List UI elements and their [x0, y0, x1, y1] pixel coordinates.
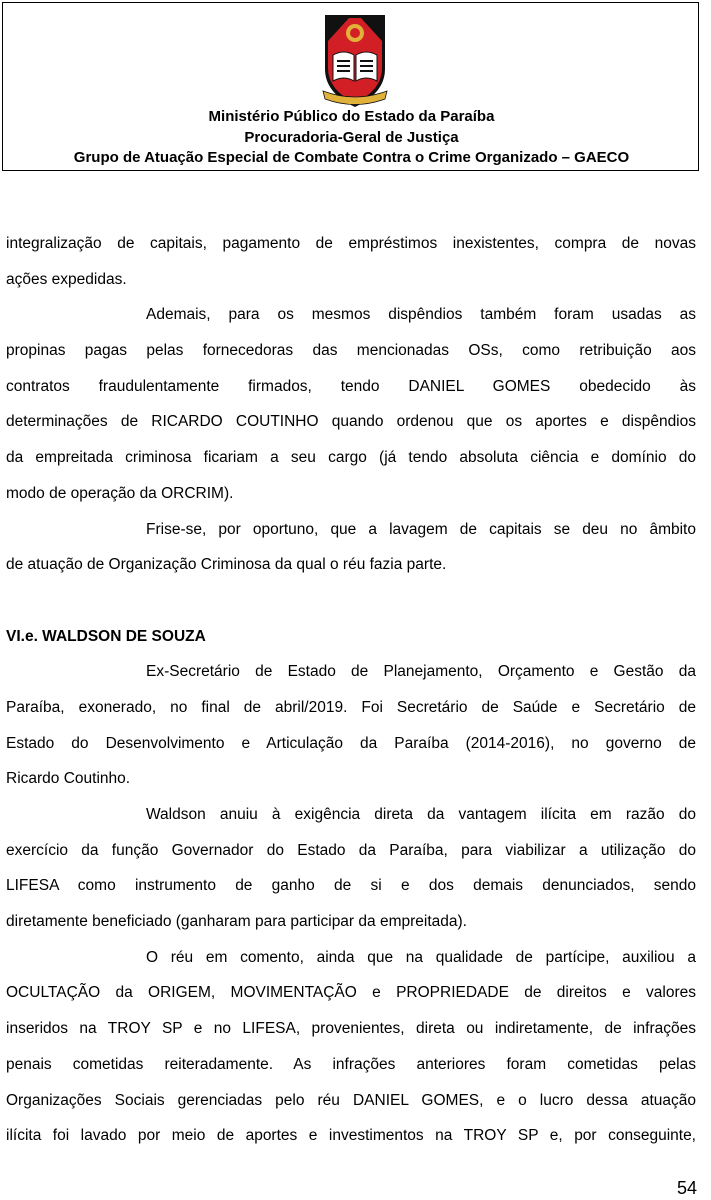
body-line: de atuação de Organização Criminosa da qual o réu fazia parte. [6, 556, 447, 574]
paragraph-start-line: Ademais, para os mesmos dispêndios também foram usadas as [146, 306, 696, 324]
body-line: propinas pagas pelas fornecedoras das mencionadas OSs, como retribuição aos [6, 342, 696, 360]
body-line: Organizações Sociais gerenciadas pelo réu DANIEL GOMES, e o lucro dessa atuação [6, 1091, 696, 1109]
body-line: contratos fraudulentamente firmados, tendo DANIEL GOMES obedecido às [6, 377, 696, 395]
body-line: integralização de capitais, pagamento de empréstimos inexistentes, compra de novas [6, 235, 696, 252]
body-line: LIFESA como instrumento de ganho de si e dos demais denunciados, sendo [6, 877, 696, 895]
letterhead [2, 2, 699, 171]
paragraph-start-line: Frise-se, por oportuno, que a lavagem de capitais se deu no âmbito [146, 520, 696, 538]
paragraph-start-line: Ex-Secretário de Estado de Planejamento, Orçamento e Gestão da [146, 663, 696, 681]
body-line: OCULTAÇÃO da ORIGEM, MOVIMENTAÇÃO e PROPRIEDADE de direitos e valores [6, 984, 696, 1002]
letterhead-gaeco: Grupo de Atuação Especial de Combate Contra o Crime Organizado – GAECO [73, 149, 630, 166]
page-number: 54 [676, 1178, 697, 1198]
body-line: ilícita foi lavado por meio de aportes e investimentos na TROY SP e, por conseguinte, [6, 1127, 696, 1145]
body-line: Estado do Desenvolvimento e Articulação da Paraíba (2014-2016), no governo de [6, 734, 696, 752]
body-line: ações expedidas. [6, 270, 127, 288]
body-line: inseridos na TROY SP e no LIFESA, provenientes, direta ou indiretamente, de infrações [6, 1020, 696, 1038]
ministry-emblem-icon [319, 11, 391, 111]
body-line: determinações de RICARDO COUTINHO quando ordenou que os aportes e dispêndios [6, 413, 696, 431]
paragraph-start-line: O réu em comento, ainda que na qualidade de partícipe, auxiliou a [146, 948, 696, 966]
paragraph-start-line: Waldson anuiu à exigência direta da vantagem ilícita em razão do [146, 806, 696, 823]
body-line: modo de operação da ORCRIM). [6, 484, 234, 502]
letterhead-procuradoria: Procuradoria-Geral de Justiça [244, 129, 459, 146]
body-line: exercício da função Governador do Estado da Paraíba, para viabilizar a utilização do [6, 841, 696, 859]
section-heading: VI.e. WALDSON DE SOUZA [6, 627, 206, 645]
body-line: penais cometidas reiteradamente. As infrações anteriores foram cometidas pelas [6, 1055, 696, 1073]
letterhead-ministry-name: Ministério Público do Estado da Paraíba [208, 108, 495, 125]
body-line: Paraíba, exonerado, no final de abril/2019. Foi Secretário de Saúde e Secretário de [6, 698, 696, 716]
document-body [6, 226, 696, 1154]
blank-line [6, 583, 696, 619]
body-line: diretamente beneficiado (ganharam para participar da empreitada). [6, 913, 467, 931]
body-line: da empreitada criminosa ficariam a seu cargo (já tendo absoluta ciência e domínio do [6, 449, 696, 467]
body-line: Ricardo Coutinho. [6, 770, 131, 788]
